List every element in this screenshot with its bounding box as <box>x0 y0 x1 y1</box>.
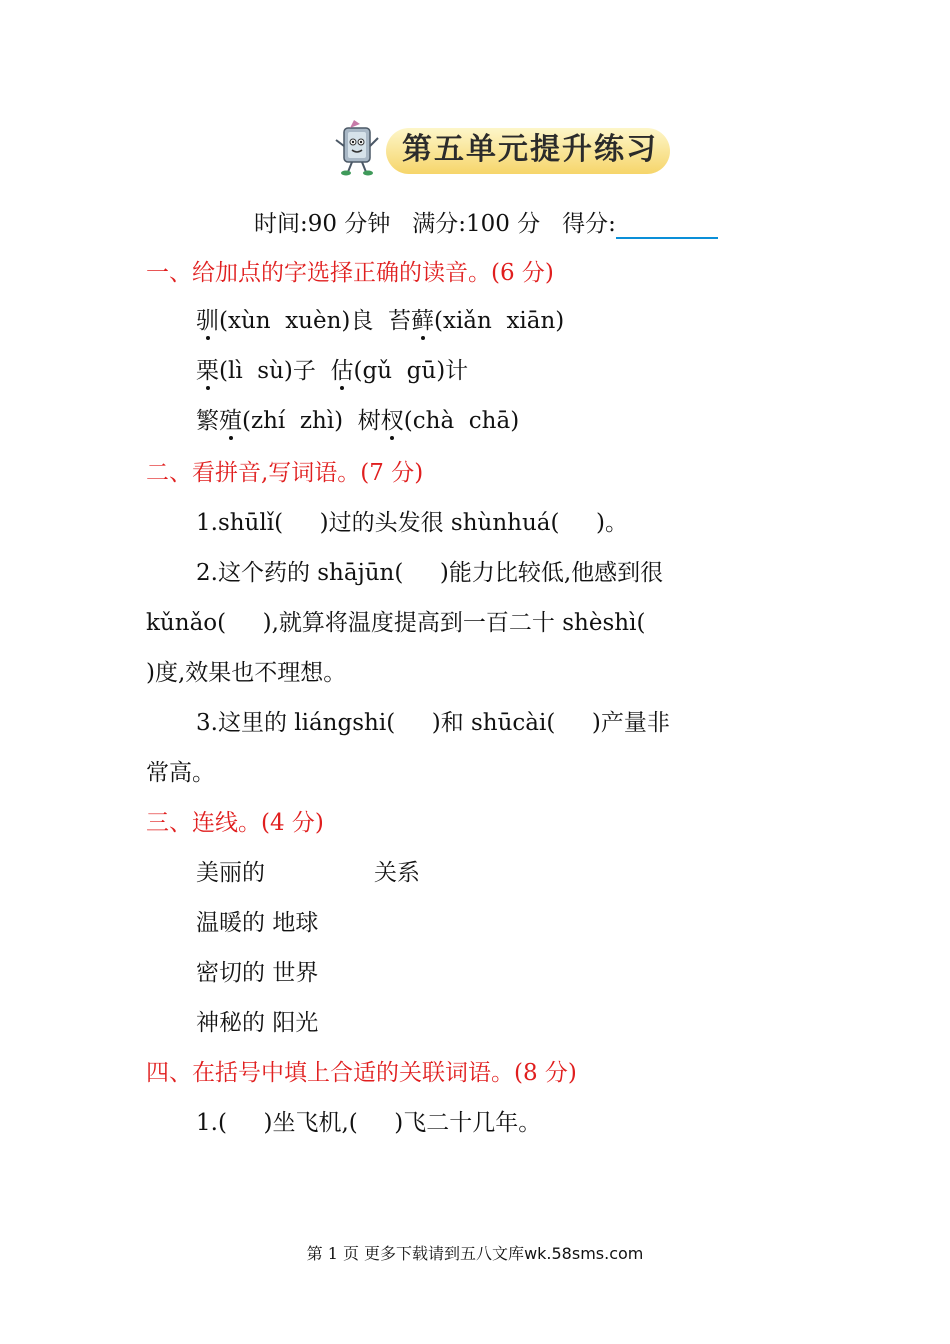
dotted-char: 栗 <box>196 358 219 384</box>
score-blank[interactable] <box>616 213 718 239</box>
section-2-line-4: )度,效果也不理想。 <box>146 660 347 686</box>
dotted-char: 驯 <box>196 308 219 334</box>
dotted-char: 殖 <box>219 408 242 434</box>
match-left-1: 美丽的 <box>196 860 265 886</box>
section-2-line-3: kǔnǎo( ),就算将温度提高到一百二十 shèshì( <box>146 610 646 636</box>
section-1-row-2: 栗(lì sù)子 估(gǔ gū)计 <box>196 358 469 384</box>
dotted-char: 杈 <box>380 408 404 434</box>
section-2-line-1: 1.shūlǐ( )过的头发很 shùnhuá( )。 <box>196 510 628 536</box>
book-mascot-icon <box>330 118 392 180</box>
section-1-row-3: 繁殖(zhí zhì) 树杈(chà chā) <box>196 408 520 434</box>
section-2-line-6: 常高。 <box>146 760 215 786</box>
section-3-heading: 三、连线。(4 分) <box>146 810 324 836</box>
section-1-heading: 一、给加点的字选择正确的读音。(6 分) <box>146 260 554 286</box>
score-label: 得分: <box>562 211 616 237</box>
match-right-4: 阳光 <box>272 1010 319 1036</box>
page-footer <box>0 1242 950 1266</box>
match-right-1: 关系 <box>374 860 420 886</box>
section-4-heading: 四、在括号中填上合适的关联词语。(8 分) <box>146 1060 577 1086</box>
exam-info-line <box>254 209 718 239</box>
title-banner <box>330 118 675 180</box>
match-row-4 <box>196 1008 318 1038</box>
page-title: 第五单元提升练习 <box>402 132 658 167</box>
section-2-line-2: 2.这个药的 shājūn( )能力比较低,他感到很 <box>196 560 664 586</box>
footer-text: 第 1 页 更多下载请到五八文库 <box>306 1244 525 1263</box>
section-1-row-1: 驯(xùn xuèn)良 苔藓(xiǎn xiān) <box>196 308 565 334</box>
match-row-2 <box>196 908 318 938</box>
full-score-label: 满分:100 分 <box>412 211 541 237</box>
match-row-3 <box>196 958 318 988</box>
match-left-2: 温暖的 <box>196 910 265 936</box>
section-4-line-1: 1.( )坐飞机,( )飞二十几年。 <box>196 1110 542 1136</box>
footer-url[interactable]: wk.58sms.com <box>524 1244 644 1263</box>
match-right-2: 地球 <box>272 910 319 936</box>
dotted-char: 藓 <box>411 308 434 334</box>
section-2-heading: 二、看拼音,写词语。(7 分) <box>146 460 424 486</box>
section-2-line-5: 3.这里的 liángshi( )和 shūcài( )产量非 <box>196 710 670 736</box>
dotted-char: 估 <box>330 358 354 384</box>
time-label: 时间:90 分钟 <box>254 211 391 237</box>
match-left-3: 密切的 <box>196 960 265 986</box>
match-right-3: 世界 <box>272 960 319 986</box>
match-left-4: 神秘的 <box>196 1010 265 1036</box>
